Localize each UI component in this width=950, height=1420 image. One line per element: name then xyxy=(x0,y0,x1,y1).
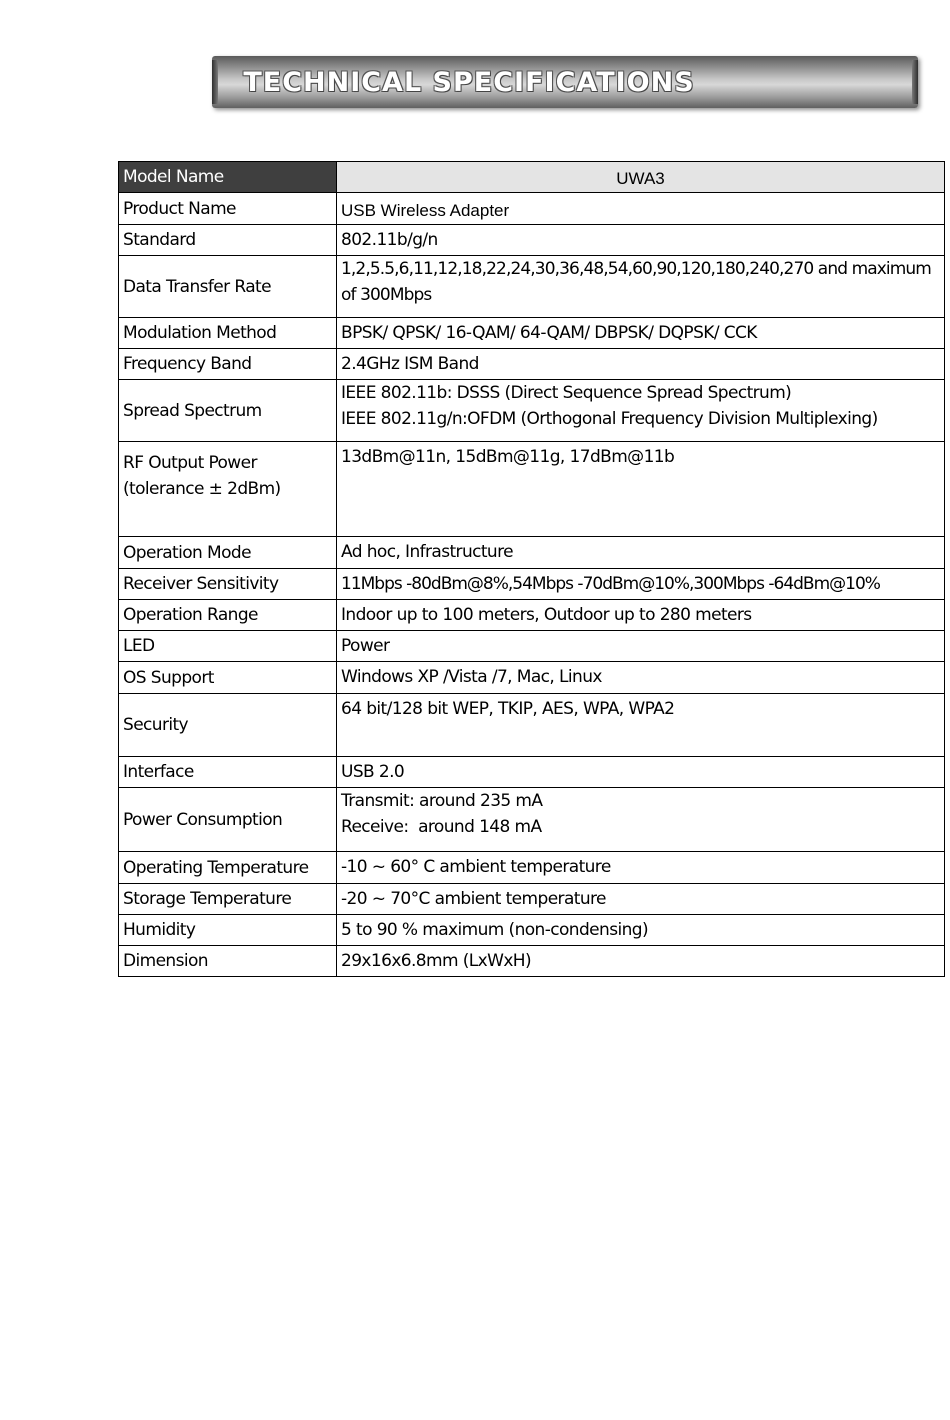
spec-label-line: (tolerance ± 2dBm) xyxy=(123,479,281,499)
spec-value-line: Receive: around 148 mA xyxy=(341,817,542,837)
spec-label: Storage Temperature xyxy=(119,884,337,915)
table-row xyxy=(119,884,945,915)
spec-value: -10 ~ 60° C ambient temperature xyxy=(337,852,945,884)
spec-value: 29x16x6.8mm (LxWxH) xyxy=(337,946,945,977)
spec-label xyxy=(119,442,337,537)
table-row xyxy=(119,915,945,946)
spec-label: Frequency Band xyxy=(119,349,337,380)
spec-value: Indoor up to 100 meters, Outdoor up to 280 meters xyxy=(337,600,945,631)
spec-value: USB 2.0 xyxy=(337,757,945,788)
table-row xyxy=(119,349,945,380)
spec-value-line: IEEE 802.11g/n:OFDM (Orthogonal Frequency Division Multiplexing) xyxy=(341,409,878,429)
table-row xyxy=(119,225,945,256)
table-row xyxy=(119,162,945,193)
table-row xyxy=(119,946,945,977)
spec-value: Power xyxy=(337,631,945,662)
spec-label: Data Transfer Rate xyxy=(119,256,337,318)
spec-label: Modulation Method xyxy=(119,318,337,349)
spec-value: 13dBm@11n, 15dBm@11g, 17dBm@11b xyxy=(337,442,945,537)
spec-label: Dimension xyxy=(119,946,337,977)
spec-value: Ad hoc, Infrastructure xyxy=(337,537,945,569)
spec-label: OS Support xyxy=(119,662,337,694)
spec-label: Receiver Sensitivity xyxy=(119,569,337,600)
spec-label: Operating Temperature xyxy=(119,852,337,884)
spec-value: Windows XP /Vista /7, Mac, Linux xyxy=(337,662,945,694)
table-row xyxy=(119,631,945,662)
table-row xyxy=(119,788,945,852)
spec-value-line: IEEE 802.11b: DSSS (Direct Sequence Spread Spectrum) xyxy=(341,383,792,403)
spec-value: BPSK/ QPSK/ 16-QAM/ 64-QAM/ DBPSK/ DQPSK/ CCK xyxy=(337,318,945,349)
spec-value xyxy=(337,380,945,442)
spec-value: -20 ~ 70°C ambient temperature xyxy=(337,884,945,915)
spec-value: 64 bit/128 bit WEP, TKIP, AES, WPA, WPA2 xyxy=(337,694,945,757)
spec-value: USB Wireless Adapter xyxy=(337,193,945,225)
spec-value-line: Transmit: around 235 mA xyxy=(341,791,543,811)
table-row xyxy=(119,318,945,349)
table-row xyxy=(119,256,945,318)
table-row xyxy=(119,380,945,442)
table-row xyxy=(119,757,945,788)
table-row xyxy=(119,442,945,537)
section-banner xyxy=(212,56,918,108)
table-row xyxy=(119,569,945,600)
spec-label: Power Consumption xyxy=(119,788,337,852)
table-row xyxy=(119,662,945,694)
banner-title: TECHNICAL SPECIFICATIONS xyxy=(243,66,695,98)
table-row xyxy=(119,694,945,757)
table-row xyxy=(119,193,945,225)
spec-label-line: RF Output Power xyxy=(123,453,257,473)
spec-label: Operation Range xyxy=(119,600,337,631)
table-row xyxy=(119,600,945,631)
spec-value xyxy=(337,788,945,852)
table-row xyxy=(119,537,945,569)
spec-label: Humidity xyxy=(119,915,337,946)
spec-label: Product Name xyxy=(119,193,337,225)
spec-table xyxy=(118,161,945,977)
spec-value: 802.11b/g/n xyxy=(337,225,945,256)
table-row xyxy=(119,852,945,884)
spec-value: 2.4GHz ISM Band xyxy=(337,349,945,380)
spec-label: Interface xyxy=(119,757,337,788)
spec-label: Security xyxy=(119,694,337,757)
spec-label: Operation Mode xyxy=(119,537,337,569)
spec-label: Model Name xyxy=(119,162,337,193)
spec-label: Standard xyxy=(119,225,337,256)
spec-value: 11Mbps -80dBm@8%,54Mbps -70dBm@10%,300Mbps -64dBm@10% xyxy=(337,569,945,600)
spec-value: 1,2,5.5,6,11,12,18,22,24,30,36,48,54,60,90,120,180,240,270 and maximum of 300Mbps xyxy=(337,256,945,318)
spec-value: 5 to 90 % maximum (non-condensing) xyxy=(337,915,945,946)
spec-label: LED xyxy=(119,631,337,662)
spec-value: UWA3 xyxy=(337,162,945,193)
spec-label: Spread Spectrum xyxy=(119,380,337,442)
